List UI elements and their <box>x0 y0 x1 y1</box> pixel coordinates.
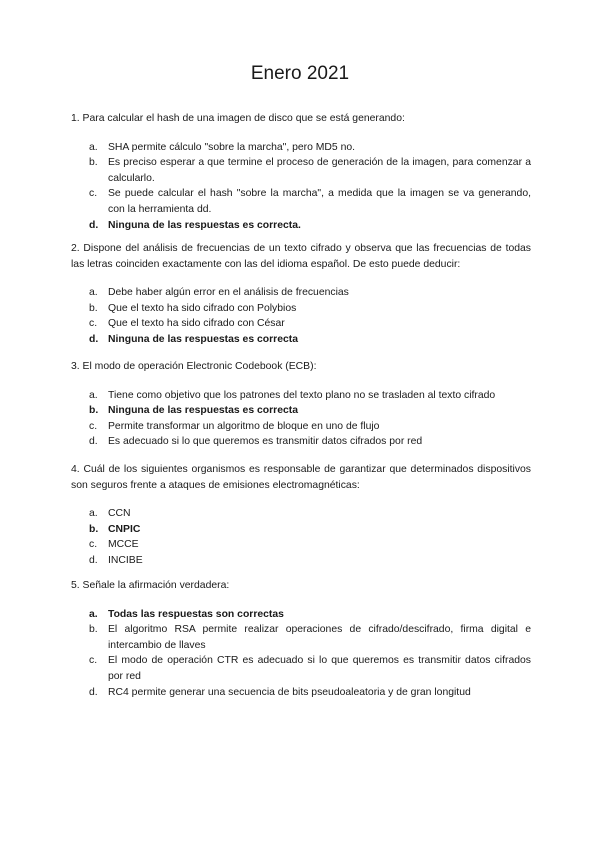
option-letter: a. <box>89 287 98 299</box>
answer-option-a <box>71 140 531 156</box>
answer-option-d <box>71 685 531 701</box>
answer-option-b-correct <box>71 522 531 538</box>
option-text: Es adecuado si lo que queremos es transmitir datos cifrados por red <box>108 436 423 448</box>
answer-option-b-correct <box>71 403 531 419</box>
option-text: CNPIC <box>108 523 141 535</box>
answer-option-c <box>71 316 531 332</box>
option-letter: b. <box>89 302 98 314</box>
option-text: SHA permite cálculo "sobre la marcha", pero MD5 no. <box>108 141 356 153</box>
option-text: Es preciso esperar a que termine el proceso de generación de la imagen, para comenzar a calcularlo. <box>108 157 531 184</box>
question-stem: 4. Cuál de los siguientes organismos es responsable de garantizar que determinados dispositivos son seguros frente a ataques de emisiones electromagnéticas: <box>71 464 531 491</box>
option-text: Tiene como objetivo que los patrones del texto plano no se trasladen al texto cifrado <box>108 389 496 401</box>
option-text: Ninguna de las respuestas es correcta <box>108 405 298 417</box>
option-text: CCN <box>108 508 131 520</box>
question-3 <box>71 359 531 450</box>
option-letter: d. <box>89 554 98 566</box>
option-letter: a. <box>89 508 98 520</box>
question-stem: 2. Dispone del análisis de frecuencias de un texto cifrado y observa que las frecuencias de todas las letras coinciden exactamente con las del idioma español. De esto puede deducir: <box>71 243 531 270</box>
option-letter: c. <box>89 420 98 432</box>
answer-option-d <box>71 434 531 450</box>
answer-option-a <box>71 285 531 301</box>
answer-option-c <box>71 186 531 217</box>
page-title: Enero 2021 <box>250 63 350 84</box>
answer-option-d-correct <box>71 218 531 234</box>
option-text: Permite transformar un algoritmo de bloque en uno de flujo <box>108 420 380 432</box>
question-stem: 3. El modo de operación Electronic Codebook (ECB): <box>71 361 317 372</box>
option-text: El modo de operación CTR es adecuado si lo que queremos es transmitir datos cifrados por red <box>108 655 531 682</box>
option-letter: c. <box>89 188 98 200</box>
answer-list <box>71 506 531 568</box>
option-text: Que el texto ha sido cifrado con César <box>108 318 285 330</box>
option-text: MCCE <box>108 539 139 551</box>
answer-option-c <box>71 419 531 435</box>
answer-option-b <box>71 301 531 317</box>
option-letter: d. <box>89 333 99 345</box>
option-text: Que el texto ha sido cifrado con Polybios <box>108 302 297 314</box>
option-text: Debe haber algún error en el análisis de frecuencias <box>108 287 349 299</box>
answer-option-d <box>71 553 531 569</box>
answer-option-c <box>71 537 531 553</box>
option-letter: c. <box>89 655 98 667</box>
answer-option-b <box>71 622 531 653</box>
question-stem: 5. Señale la afirmación verdadera: <box>71 580 230 591</box>
option-letter: b. <box>89 624 98 636</box>
option-text: Ninguna de las respuestas es correcta. <box>108 219 301 231</box>
question-4 <box>71 462 531 569</box>
answer-option-a <box>71 388 531 404</box>
option-letter: a. <box>89 608 98 620</box>
option-text: Ninguna de las respuestas es correcta <box>108 333 298 345</box>
answer-option-c <box>71 653 531 684</box>
answer-option-b <box>71 155 531 186</box>
option-text: INCIBE <box>108 554 143 566</box>
answer-option-a-correct <box>71 607 531 623</box>
answer-list <box>71 140 531 234</box>
option-letter: c. <box>89 539 98 551</box>
option-letter: d. <box>89 686 98 698</box>
option-letter: b. <box>89 157 98 169</box>
option-text: Se puede calcular el hash "sobre la marcha", a medida que la imagen se va generando, con la herramienta dd. <box>108 188 531 215</box>
option-text: RC4 permite generar una secuencia de bits pseudoaleatoria y de gran longitud <box>108 686 471 698</box>
question-1 <box>71 111 531 233</box>
option-letter: a. <box>89 389 98 401</box>
option-text: Todas las respuestas son correctas <box>108 608 284 620</box>
answer-option-a <box>71 506 531 522</box>
question-2 <box>71 241 531 348</box>
answer-option-d-correct <box>71 332 531 348</box>
option-letter: c. <box>89 318 98 330</box>
option-letter: d. <box>89 436 98 448</box>
option-letter: d. <box>89 219 99 231</box>
answer-list <box>71 388 531 450</box>
question-stem: 1. Para calcular el hash de una imagen de disco que se está generando: <box>71 113 405 124</box>
option-letter: a. <box>89 141 98 153</box>
answer-list <box>71 285 531 347</box>
answer-list <box>71 607 531 701</box>
question-5 <box>71 578 531 700</box>
option-text: El algoritmo RSA permite realizar operaciones de cifrado/descifrado, firma digital e intercambio de llaves <box>108 624 531 651</box>
option-letter: b. <box>89 523 99 535</box>
option-letter: b. <box>89 405 99 417</box>
